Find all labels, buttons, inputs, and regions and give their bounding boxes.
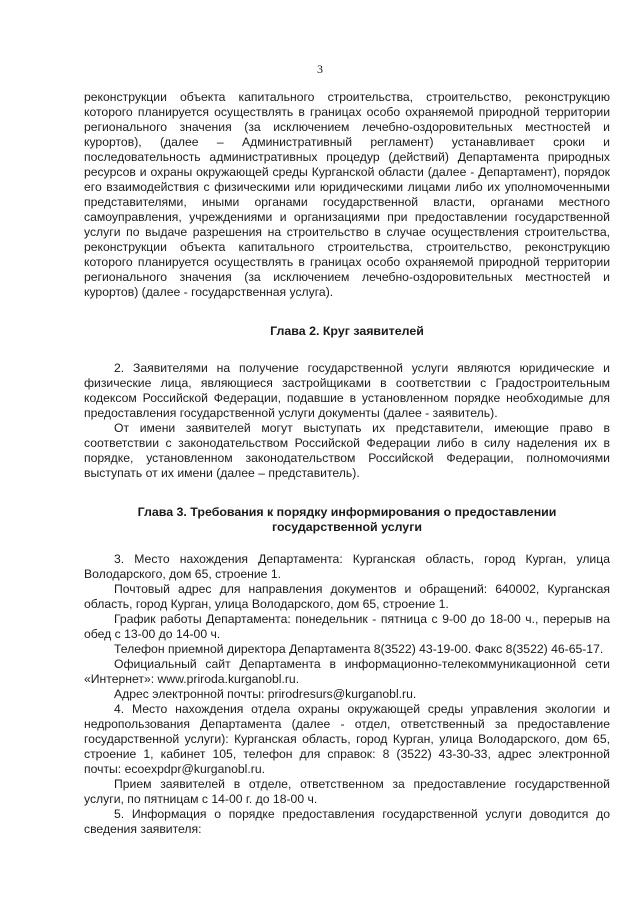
- chapter-3-paragraph-4: Телефон приемной директора Департамента 8(3522) 43-19-00. Факс 8(3522) 46-65-17.: [114, 642, 604, 656]
- chapter-3-paragraph-1: 3. Место нахождения Департамента: Курганская область, город Курган, улица Володарского, дом 65, строение 1.: [84, 552, 610, 581]
- chapter-3-paragraph-5: Официальный сайт Департамента в информационно-телекоммуникационной сети «Интернет»: www.priroda.kurganobl.ru.: [84, 657, 610, 686]
- chapter-3-heading-line-1: Глава 3. Требования к порядку информирования о предоставлении: [137, 505, 557, 519]
- chapter-3-heading-line-2: государственной услуги: [272, 520, 422, 534]
- chapter-2-paragraph-1: 2. Заявителями на получение государственной услуги являются юридические и физические лица, являющиеся застройщиками в соответствии с Градостроительным кодексом Российской Федерации, подавшие в установленном порядке необходимые для предоставления государственной услуги документы (далее - заявитель).: [84, 361, 610, 420]
- chapter-3-paragraph-8: Прием заявителей в отделе, ответственном за предоставление государственной услуги, по пятницам с 14-00 г. до 18-00 ч.: [84, 777, 610, 806]
- page-number: 3: [317, 62, 323, 76]
- document-body: [84, 90, 610, 837]
- chapter-3-paragraph-7: 4. Место нахождения отдела охраны окружающей среды управления экологии и недропользования Департамента (далее - отдел, ответственный за предоставление государственной услуги): Курганская область, город Курган, улица Володарского, дом 65, строение 1, кабинет 105, телефон для справок: 8 (3522) 43-30-33, адрес электронной почты: ecoexpdpr@kurganobl.ru.: [84, 702, 610, 776]
- chapter-3-paragraph-3: График работы Департамента: понедельник - пятница с 9-00 до 18-00 ч., перерыв на обед с 13-00 до 14-00 ч.: [84, 612, 610, 641]
- chapter-2-heading: Глава 2. Круг заявителей: [270, 324, 424, 338]
- intro-paragraph: реконструкции объекта капитального строительства, строительство, реконструкцию которого планируется осуществлять в границах особо охраняемой природной территории регионального значения (за исключением лечебно-оздоровительных местностей и курортов), (далее – Административный регламент) устанавливает сроки и последовательность административных процедур (действий) Департамента природных ресурсов и охраны окружающей среды Курганской области (далее - Департамент), порядок его взаимодействия с физическими или юридическими лицами либо их уполномоченными представителями, иными органами государственной власти, органами местного самоуправления, учреждениями и организациями при предоставлении государственной услуги по выдаче разрешения на строительство в случае осуществления строительства, реконструкции объекта капитального строительства, строительство, реконструкцию которого планируется осуществлять в границах особо охраняемой природной территории регионального значения (за исключением лечебно-оздоровительных местностей и курортов) (далее - государственная услуга).: [84, 90, 610, 299]
- chapter-3-paragraph-9: 5. Информация о порядке предоставления государственной услуги доводится до сведения заявителя:: [84, 807, 610, 836]
- chapter-3-paragraph-2: Почтовый адрес для направления документов и обращений: 640002, Курганская область, город Курган, улица Володарского, дом 65, строение 1.: [84, 582, 610, 611]
- chapter-2-paragraph-2: От имени заявителей могут выступать их представители, имеющие право в соответствии с законодательством Российской Федерации либо в силу наделения их в порядке, установленном законодательством Российской Федерации, полномочиями выступать от их имени (далее – представитель).: [84, 421, 610, 480]
- chapter-3-paragraph-6: Адрес электронной почты: prirodresurs@kurganobl.ru.: [114, 687, 417, 701]
- chapter-3-heading: [84, 505, 610, 535]
